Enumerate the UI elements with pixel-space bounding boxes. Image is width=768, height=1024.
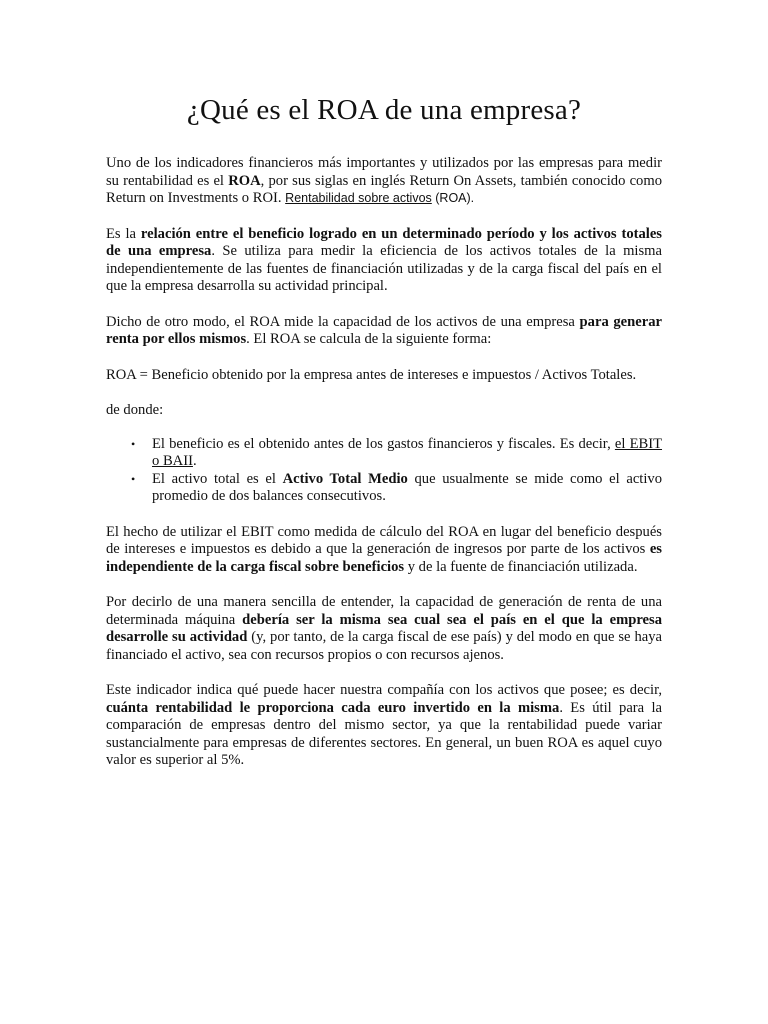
bold-text: es independiente de la carga fiscal sobre beneficios [106,541,662,575]
text: (y, por tanto, de la carga fiscal de ese país) y del modo en que se haya financiado el activo, sea con recursos propios o con recursos ajenos. [106,629,662,663]
document-page [106,93,662,788]
bold-text: debería ser la misma sea cual sea el país en el que la empresa desarrolle su actividad [106,611,663,645]
paragraph-example [106,594,662,664]
bold-text: ROA [228,172,261,189]
bold-text: para generar renta por ellos mismos [106,313,662,347]
list-item [131,435,663,471]
text: , por sus siglas en inglés Return On Assets, también conocido como Return on Investments o ROI. [106,172,662,206]
text: Dicho de otro modo, el ROA mide la capacidad de los activos de una empresa [106,313,580,330]
text: Uno de los indicadores financieros más importantes y utilizados por las empresas para medir su rentabilidad es el [106,155,662,189]
rentabilidad-link[interactable]: Rentabilidad sobre activos [285,191,432,205]
bullet-list [106,436,662,506]
ebit-link[interactable]: el EBIT o BAII [152,435,663,469]
text: El beneficio es el obtenido antes de los gastos financieros y fiscales. Es decir, [152,435,615,452]
paragraph-other-words [106,314,662,349]
de-donde: de donde: [106,402,164,418]
text: El activo total es el [152,470,283,487]
text: y de la fuente de financiación utilizada. [404,558,638,575]
text: Este indicador indica qué puede hacer nuestra compañía con los activos que posee; es decir, [106,682,662,698]
paragraph-intro [106,155,662,208]
text: que usualmente se mide como el activo promedio de dos balances consecutivos. [152,470,663,504]
bold-text: relación entre el beneficio logrado en un determinado período y los activos totales de una empresa [106,225,662,259]
page-title: ¿Qué es el ROA de una empresa? [186,94,582,126]
bold-text: Activo Total Medio [282,470,408,487]
text: . Se utiliza para medir la eficiencia de los activos totales de la misma independientemente de las fuentes de financiación utilizadas y de la carga fiscal del país en el que la empresa desarrolla su actividad principal. [106,243,662,294]
bullet-icon: • [131,436,136,451]
text: . [192,453,197,469]
bullet-icon: • [131,471,136,486]
bold-text: cuánta rentabilidad le proporciona cada euro invertido en la misma [106,699,560,716]
text: . El ROA se calcula de la siguiente forma: [246,331,492,347]
text: Es la [106,225,141,242]
text: (ROA). [431,191,475,205]
text: Por decirlo de una manera sencilla de entender, la capacidad de generación de renta de una determinada máquina [106,594,662,628]
list-item [131,470,663,506]
paragraph-definition [106,226,662,296]
paragraph-conclusion [106,682,662,770]
text: El hecho de utilizar el EBIT como medida de cálculo del ROA en lugar del beneficio después de intereses e impuestos es debido a que la generación de ingresos por parte de los activos [106,523,662,557]
formula: ROA = Beneficio obtenido por la empresa antes de intereses e impuestos / Activos Totales. [106,366,637,383]
paragraph-ebit [106,524,662,577]
text: . Es útil para la comparación de empresas dentro del mismo sector, ya que la rentabilidad puede variar sustancialmente para empresas de diferentes sectores. En general, un buen ROA es aquel cuyo valor es superior al 5%. [106,699,662,768]
